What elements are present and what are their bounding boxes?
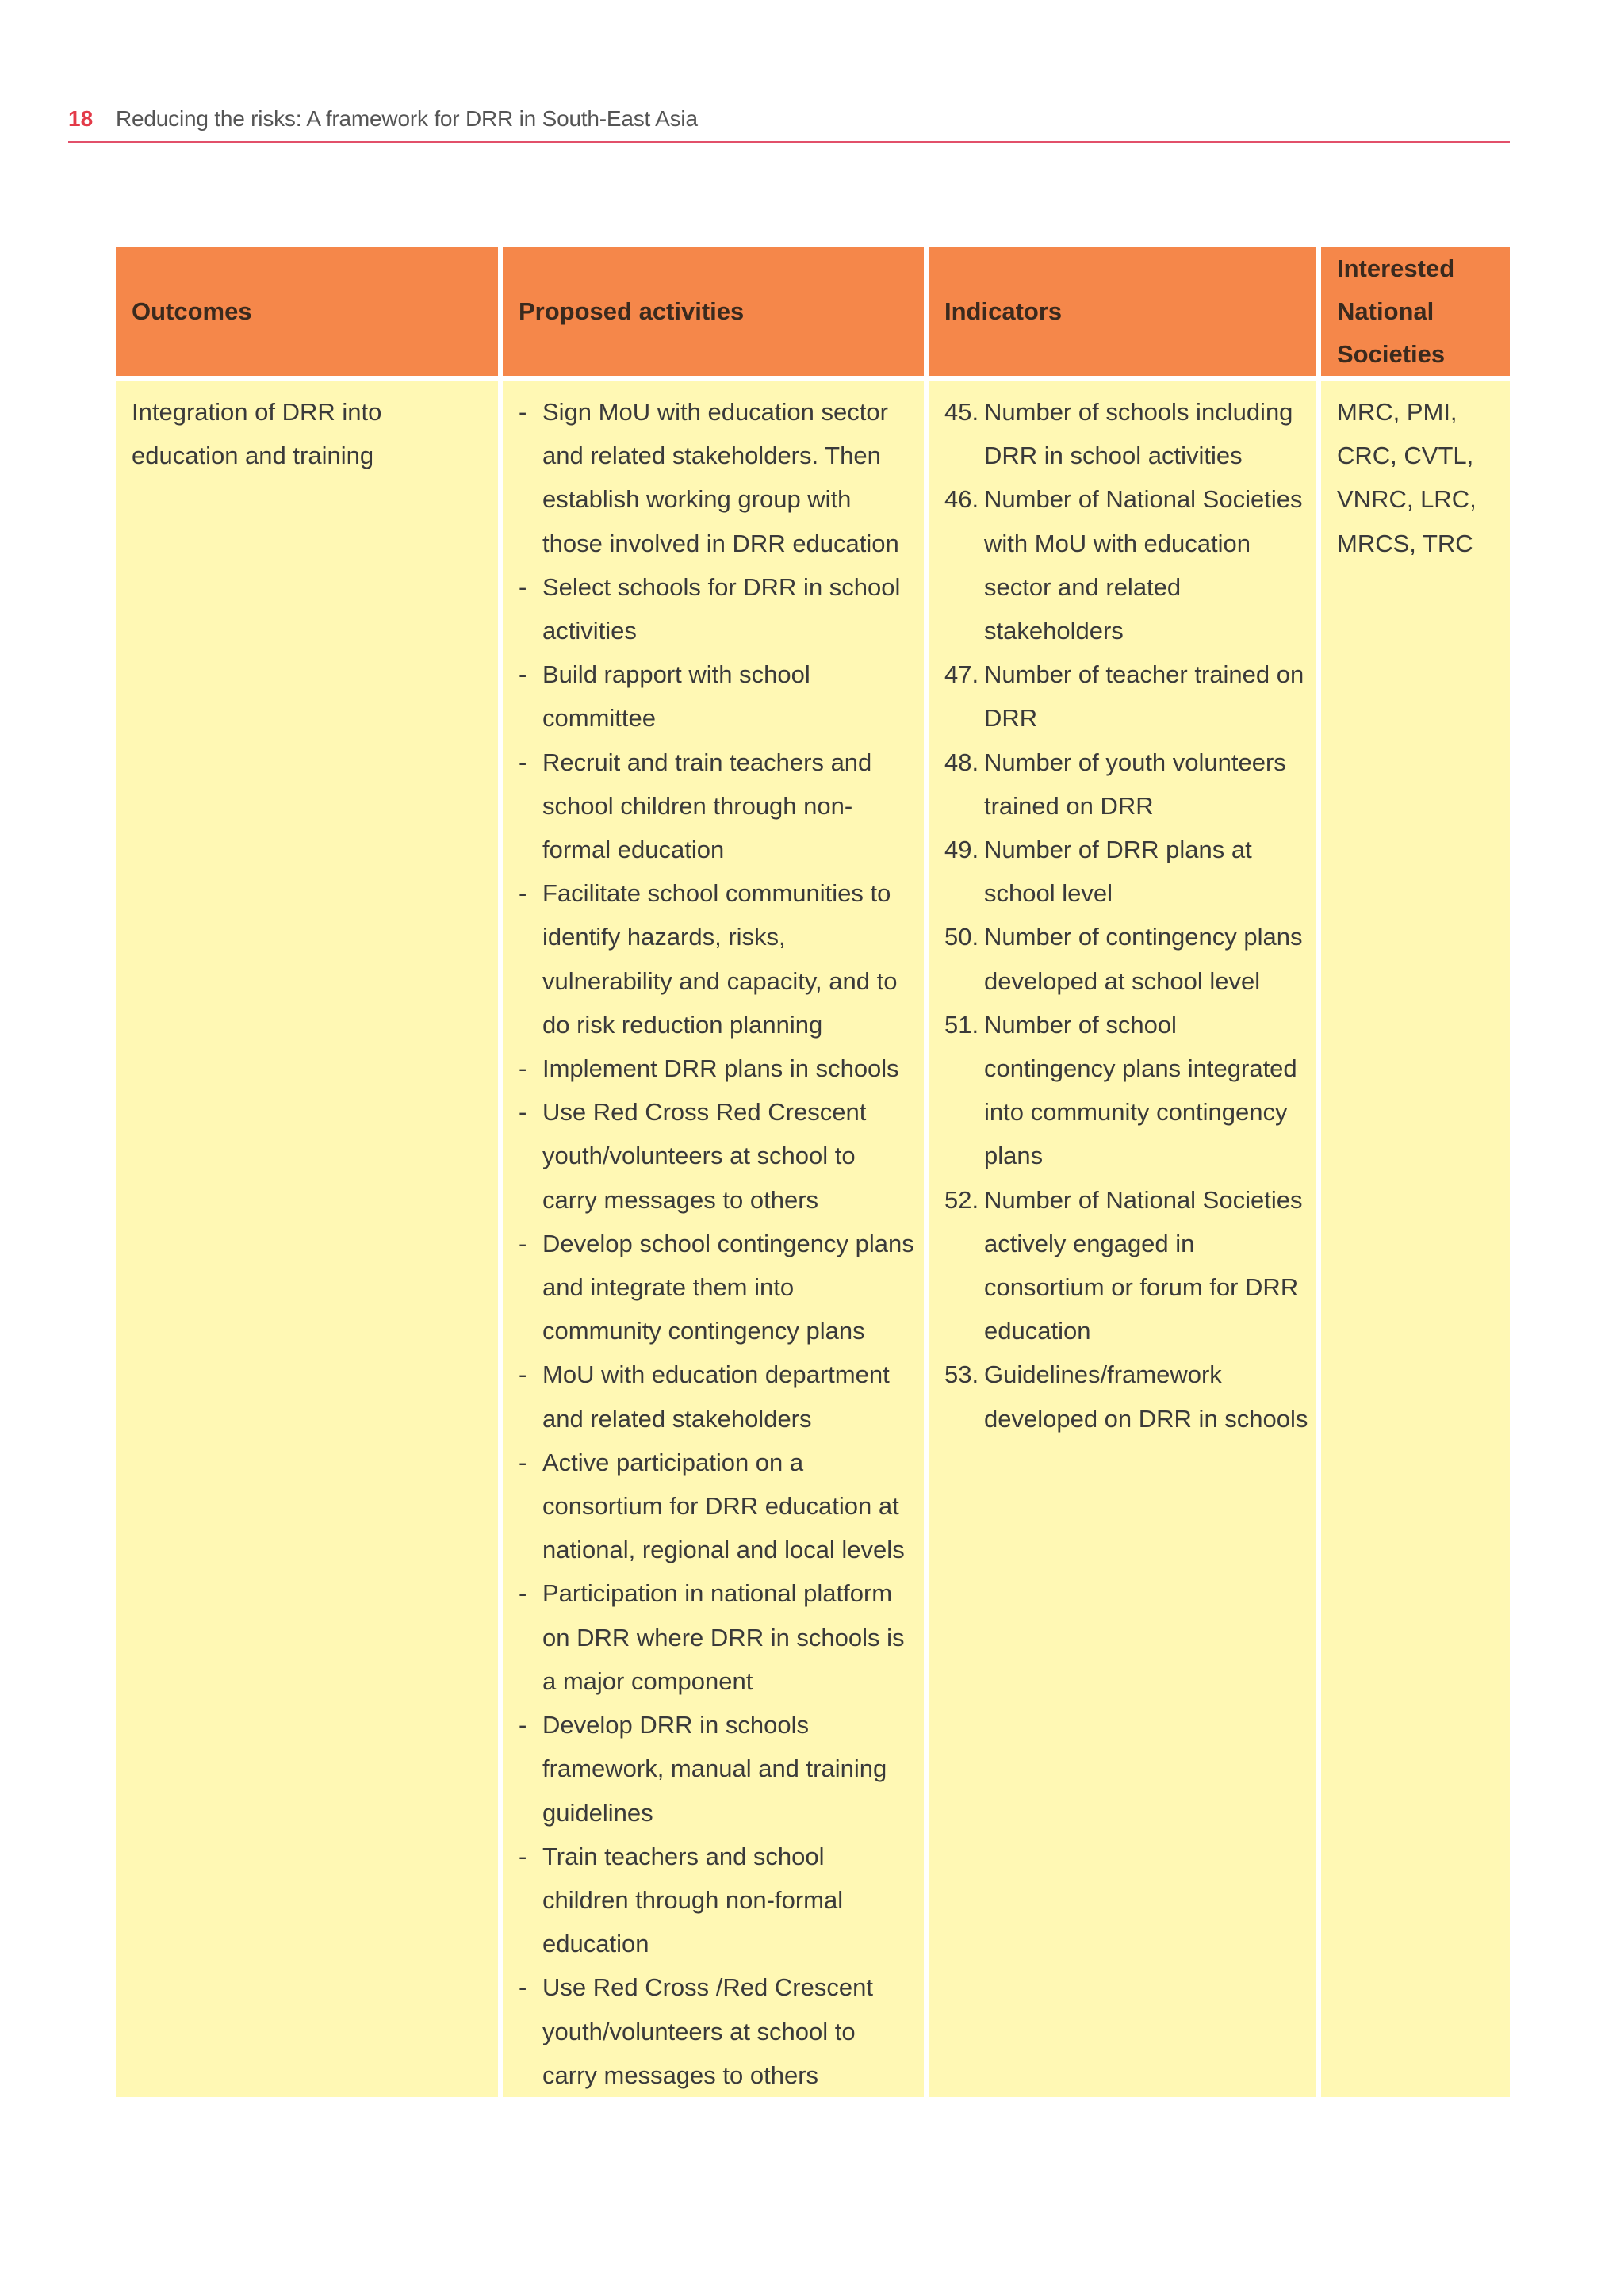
column-header-societies: Interested National Societies xyxy=(1321,247,1510,381)
indicator-item xyxy=(944,652,1308,740)
column-header-activities: Proposed activities xyxy=(503,247,929,381)
indicator-item xyxy=(944,1353,1308,1440)
indicator-number: 48. xyxy=(944,748,979,776)
activity-item: - Build rapport with school committee xyxy=(519,652,916,740)
indicator-text: Number of teacher trained on DRR xyxy=(984,660,1304,733)
cell-indicators xyxy=(929,381,1321,2097)
page-header xyxy=(68,105,1510,143)
indicator-item xyxy=(944,1178,1308,1353)
activity-item: - Facilitate school communities to identify hazards, risks, vulnerability and capacity, and to do risk reduction planning xyxy=(519,871,916,1047)
indicator-number: 50. xyxy=(944,923,979,951)
activity-item: - Train teachers and school children through non-formal education xyxy=(519,1835,916,1966)
indicator-item xyxy=(944,477,1308,652)
activity-item: - Use Red Cross Red Crescent youth/volunteers at school to carry messages to others xyxy=(519,1090,916,1222)
indicator-text: Number of schools including DRR in school activities xyxy=(984,398,1293,470)
indicator-text: Number of National Societies actively engaged in consortium or forum for DRR education xyxy=(984,1185,1303,1345)
activity-item: - Recruit and train teachers and school children through non-formal education xyxy=(519,740,916,872)
indicator-text: Guidelines/framework developed on DRR in schools xyxy=(984,1360,1308,1433)
framework-table-grid xyxy=(116,247,1510,2097)
indicator-number: 49. xyxy=(944,836,979,864)
activity-item: - Select schools for DRR in school activities xyxy=(519,565,916,652)
indicator-text: Number of contingency plans developed at school level xyxy=(984,923,1303,995)
indicator-number: 52. xyxy=(944,1185,979,1214)
indicator-item xyxy=(944,740,1308,828)
indicator-text: Number of National Societies with MoU with education sector and related stakeholders xyxy=(984,485,1303,645)
table-row xyxy=(116,381,1510,2097)
indicator-text: Number of DRR plans at school level xyxy=(984,836,1252,908)
cell-societies: MRC, PMI, CRC, CVTL, VNRC, LRC, MRCS, TRC xyxy=(1321,381,1510,2097)
indicator-item xyxy=(944,828,1308,915)
indicator-number: 45. xyxy=(944,398,979,426)
activity-item: - Develop school contingency plans and integrate them into community contingency plans xyxy=(519,1222,916,1353)
indicator-item xyxy=(944,915,1308,1002)
column-header-indicators: Indicators xyxy=(929,247,1321,381)
column-header-outcomes: Outcomes xyxy=(116,247,503,381)
activity-item: - MoU with education department and related stakeholders xyxy=(519,1353,916,1440)
cell-activities xyxy=(503,381,929,2097)
indicator-number: 46. xyxy=(944,485,979,514)
indicators-list xyxy=(944,390,1308,1441)
running-title: Reducing the risks: A framework for DRR in South-East Asia xyxy=(116,106,698,131)
table-header-row xyxy=(116,247,1510,381)
indicator-item xyxy=(944,1003,1308,1178)
activities-list xyxy=(519,390,916,2097)
cell-outcome: Integration of DRR into education and training xyxy=(116,381,503,2097)
indicator-number: 51. xyxy=(944,1010,979,1039)
page-number: 18 xyxy=(68,106,94,131)
framework-table xyxy=(116,247,1510,2089)
activity-item: - Sign MoU with education sector and related stakeholders. Then establish working group with those involved in DRR education xyxy=(519,390,916,565)
activity-item: - Implement DRR plans in schools xyxy=(519,1047,916,1090)
indicator-text: Number of school contingency plans integrated into community contingency plans xyxy=(984,1010,1297,1170)
activity-item: - Develop DRR in schools framework, manual and training guidelines xyxy=(519,1703,916,1835)
activity-item: - Use Red Cross /Red Crescent youth/volunteers at school to carry messages to others xyxy=(519,1965,916,2097)
indicator-text: Number of youth volunteers trained on DRR xyxy=(984,748,1286,820)
indicator-number: 53. xyxy=(944,1360,979,1389)
indicator-item xyxy=(944,390,1308,477)
activity-item: - Active participation on a consortium for DRR education at national, regional and local levels xyxy=(519,1441,916,1572)
activity-item: - Participation in national platform on DRR where DRR in schools is a major component xyxy=(519,1571,916,1703)
indicator-number: 47. xyxy=(944,660,979,689)
